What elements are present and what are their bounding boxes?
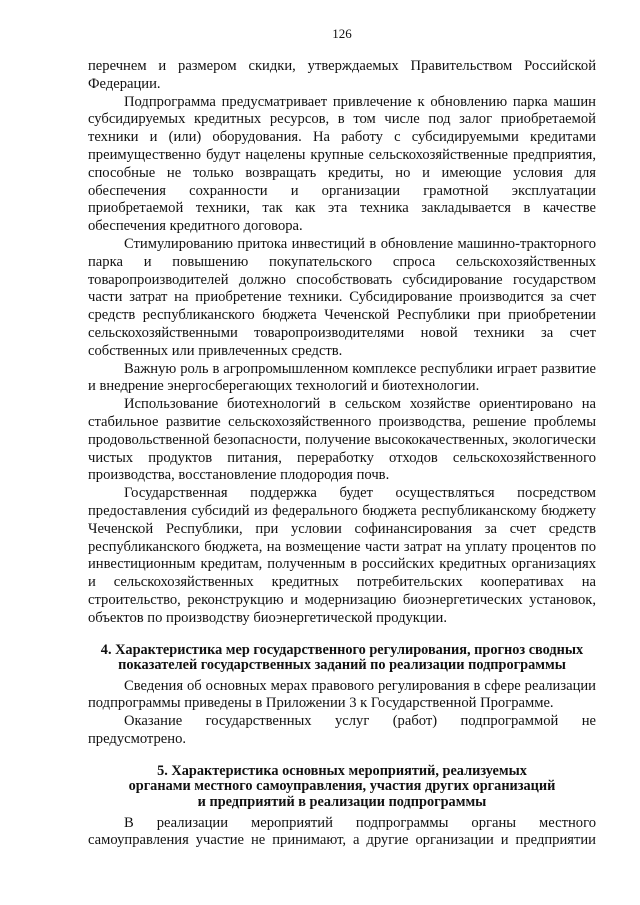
section-5-heading-line-3: и предприятий в реализации подпрограммы <box>197 794 487 811</box>
paragraph-state-services: Оказание государственных услуг (работ) подпрограммой не предусмотрено. <box>88 713 596 748</box>
section-4-heading-line-2: показателей государственных заданий по реализации подпрограммы <box>118 657 566 674</box>
section-5-heading <box>88 764 596 811</box>
paragraph-federation-discount: перечнем и размером скидки, утверждаемых Правительством Российской Федерации. <box>88 58 596 92</box>
section-4-heading <box>88 643 596 674</box>
spacer <box>88 749 596 764</box>
paragraph-subsidized-credit: Подпрограмма предусматривает привлечение к обновлению парка машин субсидируемых кредитных ресурсов, в том числе под залог приобретаемой техники и (или) оборудования. На работу с субсидируемыми кредитами преимущественно будут нацелены крупные сельскохозяйственные предприятия, способные не только возвращать кредиты, но и имеющие условия для обеспечения сохранности и организации грамотной эксплуатации приобретаемой техники, так как эта техника закладывается в качестве обеспечения кредитного договора. <box>88 93 596 235</box>
paragraph-energy-saving: Важную роль в агропромышленном комплексе республики играет развитие и внедрение энергосберегающих технологий и биотехнологии. <box>88 360 596 395</box>
section-4-heading-line-1: 4. Характеристика мер государственного регулирования, прогноз сводных <box>100 641 584 658</box>
section-5-heading-line-2: органами местного самоуправления, участия других организаций <box>128 778 556 795</box>
section-5-heading-line-1: 5. Характеристика основных мероприятий, реализуемых <box>157 762 527 779</box>
paragraph-investment-stimulus: Стимулированию притока инвестиций в обновление машинно-тракторного парка и повышению покупательского спроса сельскохозяйственных товаропроизводителей должно способствовать субсидирование государством части затрат на приобретение техники. Субсидирование производится за счет средств республиканского бюджета Чеченской Республики при приобретении сельскохозяйственными товаропроизводителями новой техники за счет собственных или привлеченных средств. <box>88 235 596 359</box>
paragraph-state-support: Государственная поддержка будет осуществляться посредством предоставления субсидий из федерального бюджета республиканскому бюджету Чеченской Республики, при условии софинансирования за счет средств республиканского бюджета, на возмещение части затрат на уплату процентов по инвестиционным кредитам, полученным в российских кредитных организациях и сельскохозяйственных кредитных потребительских кооперативах на строительство, реконструкцию и модернизацию биоэнергетических установок, объектов по производству биоэнергетической продукции. <box>88 485 596 626</box>
paragraph-local-government: В реализации мероприятий подпрограммы органы местного самоуправления участие не принимают, а другие организации и предприятии <box>88 814 596 849</box>
document-page <box>88 26 596 850</box>
page-number: 126 <box>332 26 352 41</box>
paragraph-biotechnology: Использование биотехнологий в сельском хозяйстве ориентировано на стабильное развитие сельскохозяйственного производства, решение проблемы продовольственной безопасности, получение высококачественных, экологически чистых продуктов питания, переработку отходов сельскохозяйственного производства, восстановление плодородия почв. <box>88 396 596 484</box>
paragraph-legal-regulation: Сведения об основных мерах правового регулирования в сфере реализации подпрограммы приведены в Приложении 3 к Государственной Программе. <box>88 677 596 712</box>
spacer <box>88 628 596 643</box>
